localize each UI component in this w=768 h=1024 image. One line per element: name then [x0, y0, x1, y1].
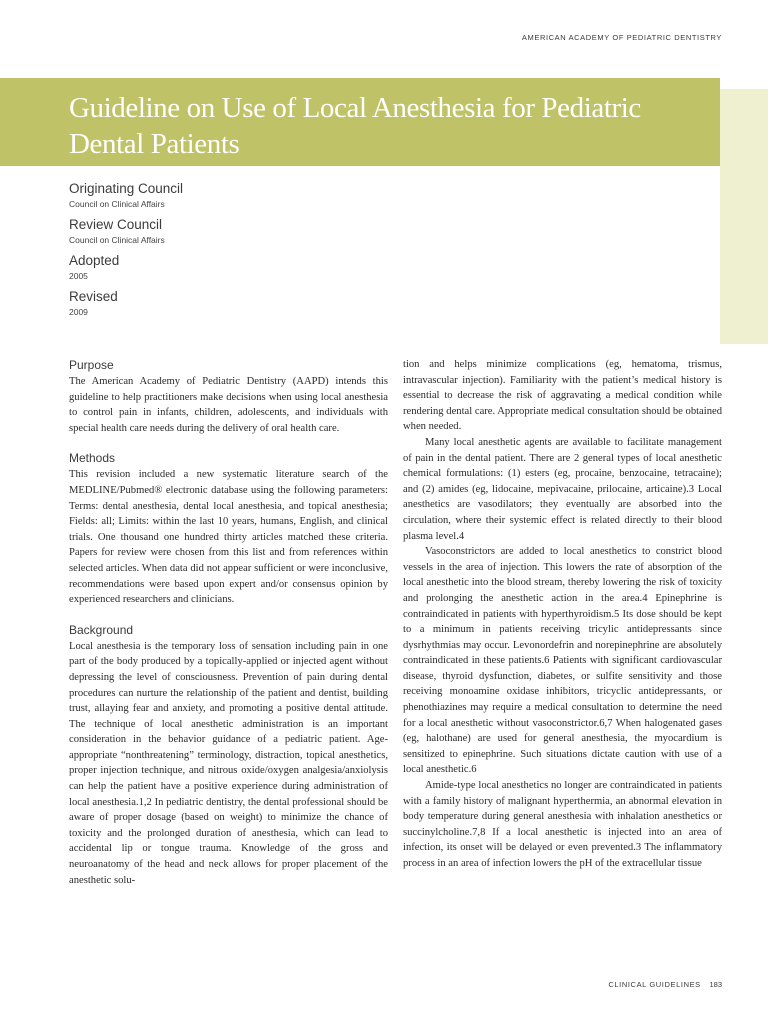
- footer-label: CLINICAL GUIDELINES: [608, 980, 701, 989]
- meta-value: 2005: [69, 271, 88, 281]
- meta-label: Originating Council: [69, 181, 184, 196]
- meta-label: Adopted: [69, 253, 120, 268]
- title-side-tab: [720, 89, 768, 344]
- background-paragraph-4: Amide-type local anesthetics no longer are contraindicated in patients with a family history of malignant hyperthermia, an abnormal elevation in body temperature during general anesthesia with inhalation anesthetics or succinylcholine.7,8 If a local anesthetic is injected into an area of infection, its onset will be delayed or even prevented.3 The inflammatory process in an area of infection lowers the pH of the extracellular tissue: [403, 780, 722, 869]
- background-paragraph-3: Vasoconstrictors are added to local anesthetics to constrict blood vessels in the area of injection. This lowers the rate of absorption of the local anesthetic into the blood stream, thereby lowering the risk of toxicity and prolonging the anesthetic action in the area.4 Epinephrine is contraindicated in patients with hyperthyroidism.5 Its dose should be kept to a minimum in patients receiving tricylic antidepressants since dysrhythmias may occur. Levonordefrin and norepinephrine are absolutely contraindicated in these patients.6 Patients with significant cardiovascular disease, thyroid dysfunction, diabetes, or sulfite sensitivity and those receiving monoamine oxidase inhibitors, tricyclic antidepressants, or phenothiazines may require a medical consultation to determine the need for a local anesthetic without vasoconstrictor.6,7 When halogenated gases (eg, halothane) are used for general anesthesia, the myocardium is sensitized to epinephrine. Such situations dictate caution with use of a local anesthetic.6: [403, 546, 722, 776]
- methods-heading: Methods: [69, 451, 116, 466]
- document-title: Guideline on Use of Local Anesthesia for Pediatric Dental Patients: [69, 92, 641, 160]
- meta-value: Council on Clinical Affairs: [69, 235, 165, 245]
- meta-value: 2009: [69, 307, 88, 317]
- background-heading: Background: [69, 622, 134, 637]
- purpose-heading: Purpose: [69, 358, 114, 372]
- right-column: [403, 357, 722, 872]
- meta-info: [69, 180, 389, 324]
- page-footer: [608, 980, 722, 989]
- meta-review-council: [69, 216, 389, 246]
- left-column: [69, 357, 388, 888]
- meta-label: Review Council: [69, 217, 163, 232]
- purpose-paragraph: The American Academy of Pediatric Dentistry (AAPD) intends this guideline to help practitioners make decisions when using local anesthesia to control pain in infants, children, adolescents, and individuals with special health care needs during the delivery of oral health care.: [69, 376, 388, 434]
- background-paragraph-2: Many local anesthetic agents are available to facilitate management of pain in the dental patient. There are 2 general types of local anesthetic chemical formulations: (1) esters (eg, procaine, benzocaine, tetracaine); and (2) amides (eg, lidocaine, mepivacaine, prilocaine, articaine).3 Local anesthetics are vasodilators; they eventually are absorbed into the circulation, where their systemic effect is related directly to their blood plasma level.4: [403, 436, 722, 542]
- methods-paragraph: This revision included a new systematic literature search of the MEDLINE/Pubmed® electronic database using the following parameters: Terms: dental anesthesia, dental local anesthesia, and topical anesthesia; Fields: all; Limits: within the last 10 years, humans, English, and clinical trials. One thousand one hundred thirty articles matched these criteria. Papers for review were chosen from this list and from references within selected articles. When data did not appear sufficient or were inconclusive, recommendations were based upon expert and/or consensus opinion by experienced researchers and clinicians.: [69, 469, 388, 606]
- meta-value: Council on Clinical Affairs: [69, 199, 165, 209]
- meta-adopted: [69, 252, 389, 282]
- background-paragraph-1-continued: tion and helps minimize complications (eg, hematoma, trismus, intravascular injection). Familiarity with the patient’s medical history is essential to decrease the risk of aggravating a medical condition while rendering dental care. Appropriate medical consultation should be obtained when needed.: [403, 359, 722, 433]
- meta-revised: [69, 288, 389, 318]
- meta-label: Revised: [69, 289, 118, 304]
- background-paragraph-1: Local anesthesia is the temporary loss of sensation including pain in one part of the body produced by a topically-applied or injected agent without depressing the level of consciousness. Prevention of pain during dental procedures can nurture the relationship of the patient and dentist, building trust, allaying fear and anxiety, and promoting a positive dental attitude. The technique of local anesthetic administration is an important consideration in the behavior guidance of a pediatric patient. Age-appropriate “nonthreatening” terminology, distraction, topical anesthetics, proper injection technique, and nitrous oxide/oxygen analgesia/anxiolysis can help the patient have a positive experience during administration of local anesthesia.1,2 In pediatric dentistry, the dental professional should be aware of proper dosage (based on weight) to minimize the chance of toxicity and the prolonged duration of anesthesia, which can lead to accidental lip or tongue trauma. Knowledge of the gross and neuroanatomy of the head and neck allows for proper placement of the anesthetic solu-: [69, 640, 388, 886]
- meta-originating-council: [69, 180, 389, 210]
- page-number: 183: [709, 980, 722, 989]
- running-head: AMERICAN ACADEMY OF PEDIATRIC DENTISTRY: [521, 33, 722, 42]
